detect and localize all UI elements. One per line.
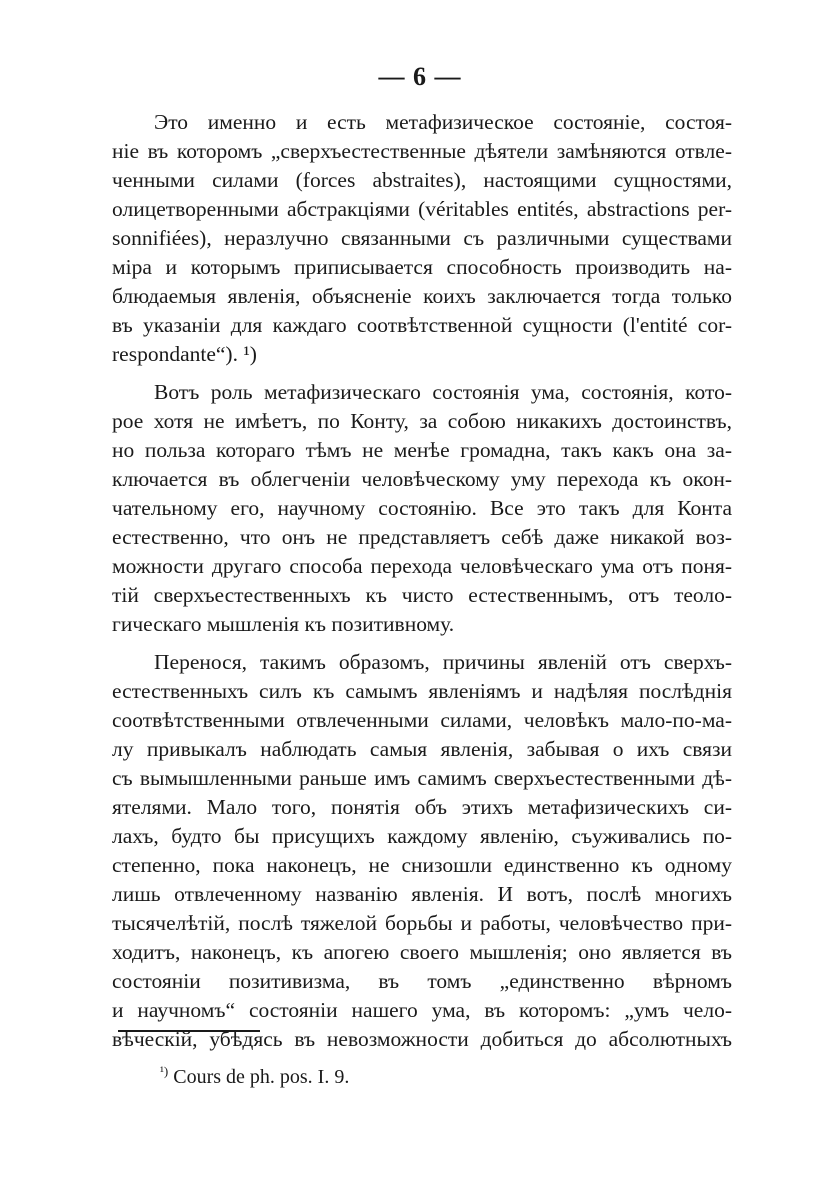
text-line: ятелями. Мало того, понятiя объ этихъ метафизическихъ си- (112, 795, 732, 819)
text-line: мiра и которымъ приписывается способность производить на- (112, 255, 732, 279)
text-line: естественно, что онъ не представляетъ себѣ даже никакой воз- (112, 525, 732, 549)
text-line: тысячелѣтiй, послѣ тяжелой борьбы и работы, человѣчество при- (112, 911, 732, 935)
text-line: рое хотя не имѣетъ, по Конту, за собою никакихъ достоинствъ, (112, 409, 732, 433)
text-line: лишь отвлеченному названiю явленiя. И вотъ, послѣ многихъ (112, 882, 732, 906)
text-line: лу привыкалъ наблюдать самыя явленiя, забывая о ихъ связи (112, 737, 732, 761)
text-line: олицетворенными абстракцiями (véritables entités, abstractions per- (112, 197, 732, 221)
text-line: и научномъ“ состоянiи нашего ума, въ которомъ: „умъ чело- (112, 998, 732, 1022)
text-line: въ указанiи для каждаго соотвѣтственной сущности (l'entité cor- (112, 313, 732, 337)
footnote-mark: ¹) (160, 1063, 169, 1079)
page-number: — 6 — (378, 62, 462, 91)
text-line: можности другаго способа перехода человѣческаго ума отъ поня- (112, 554, 732, 578)
body-text (112, 108, 732, 1063)
text-line: гическаго мышленiя къ позитивному. (112, 612, 455, 636)
text-line: степенно, пока наконецъ, не снизошли единственно къ одному (112, 853, 732, 877)
footnote-text: Cours de ph. pos. I. 9. (173, 1066, 350, 1088)
text-line: Это именно и есть метафизическое состоянie, состоя- (154, 110, 732, 134)
text-line: чательному его, научному состоянiю. Все это такъ для Конта (112, 496, 732, 520)
paragraph-2 (112, 378, 732, 639)
text-line: Перенося, такимъ образомъ, причины явленiй отъ сверхъ- (154, 650, 732, 674)
text-line: естественныхъ силъ къ самымъ явленiямъ и надѣляя послѣднiя (112, 679, 732, 703)
text-line: ченными силами (forces abstraites), настоящими сущностями, (112, 168, 732, 192)
text-line: состоянiи позитивизма, въ томъ „единственно вѣрномъ (112, 969, 732, 993)
text-line: ключается въ облегченiи человѣческому уму перехода къ окон- (112, 467, 732, 491)
text-line: тiй сверхъестественныхъ къ чисто естественнымъ, отъ теоло- (112, 583, 732, 607)
text-line: съ вымышленными раньше имъ самимъ сверхъестественными дѣ- (112, 766, 732, 790)
text-line: ходитъ, наконецъ, къ апогею своего мышленiя; оно является въ (112, 940, 732, 964)
text-line: sonnifiées), неразлучно связанными съ различными существами (112, 226, 732, 250)
paragraph-1 (112, 108, 732, 369)
footnote-divider (118, 1030, 260, 1032)
text-line: лахъ, будто бы присущихъ каждому явленiю, съуживались по- (112, 824, 732, 848)
text-line: respondante“). ¹) (112, 342, 257, 366)
paragraph-3 (112, 648, 732, 1054)
text-line: нiе въ которомъ „сверхъестественные дѣятели замѣняются отвле- (112, 139, 732, 163)
text-line: вѣческiй, убѣдясь въ невозможности добиться до абсолютныхъ (112, 1027, 732, 1051)
text-line: блюдаемыя явленiя, объясненiе коихъ заключается тогда только (112, 284, 732, 308)
text-line: Вотъ роль метафизическаго состоянiя ума, состоянiя, кото- (154, 380, 732, 404)
text-line: соотвѣтственными отвлеченными силами, человѣкъ мало-по-ма- (112, 708, 732, 732)
footnote (160, 1064, 349, 1090)
text-line: но польза котораго тѣмъ не менѣе громадна, такъ какъ она за- (112, 438, 732, 462)
